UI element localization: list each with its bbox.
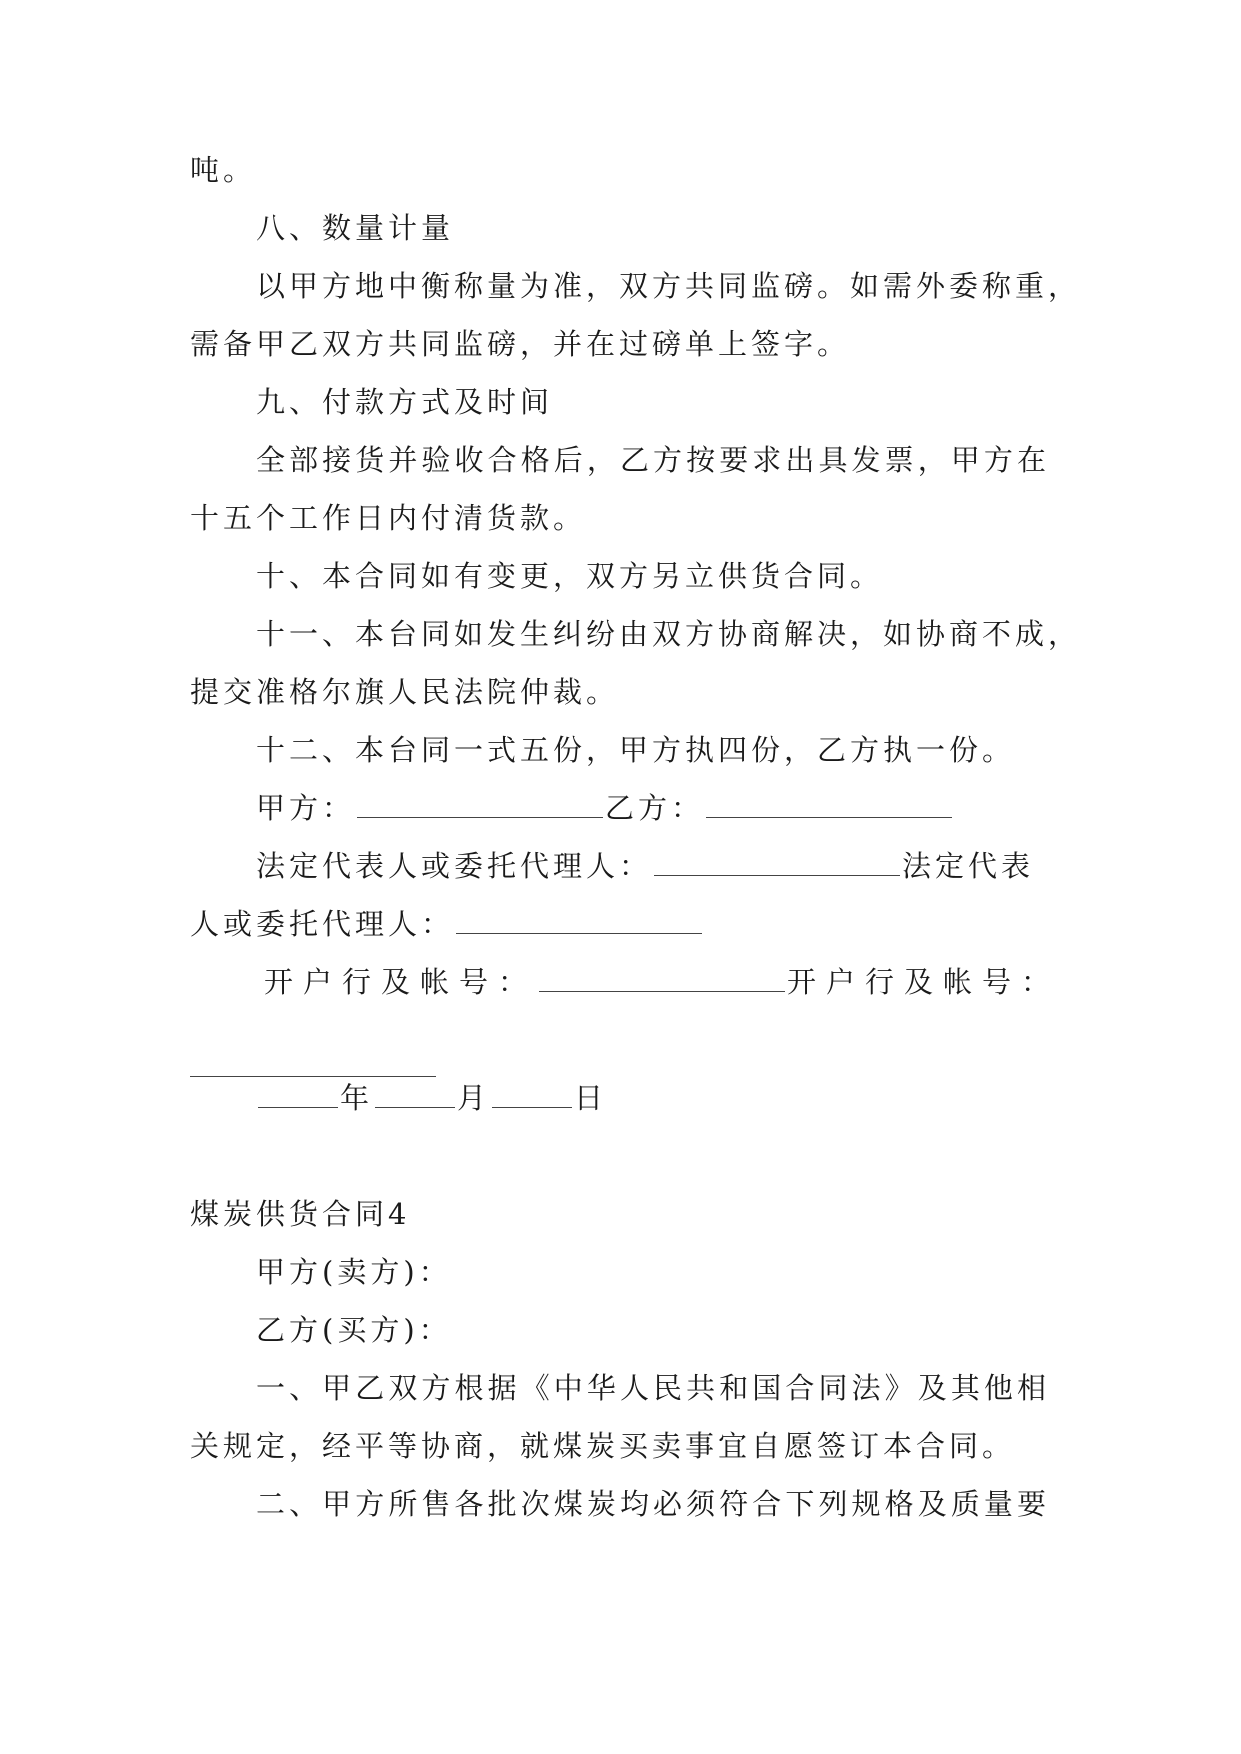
rep-a-blank: [654, 847, 900, 876]
representative-line-cont: [190, 904, 1050, 944]
text-line: 吨。: [190, 153, 257, 187]
rep-b-label-part: 法定代表: [902, 849, 1035, 883]
bank-a-label: 开户行及帐号：: [264, 965, 538, 999]
section-heading: 九、付款方式及时间: [256, 385, 554, 419]
text-line: 十五个工作日内付清货款。: [190, 501, 587, 535]
month-blank: [375, 1079, 455, 1108]
rep-b-blank: [456, 905, 702, 934]
rep-b-label-rest: 人或委托代理人：: [190, 907, 455, 941]
bank-b-blank: [190, 1076, 436, 1077]
rep-a-label: 法定代表人或委托代理人：: [256, 849, 653, 883]
text-line: 全部接货并验收合格后，乙方按要求出具发票，甲方在: [256, 443, 1050, 477]
year-blank: [258, 1079, 338, 1108]
text-line: 十一、本台同如发生纠纷由双方协商解决，如协商不成，: [256, 617, 1082, 651]
representative-line: [256, 846, 1050, 886]
text-line: 十二、本台同一式五份，甲方执四份，乙方执一份。: [256, 733, 1016, 767]
text-line: 需备甲乙双方共同监磅，并在过磅单上签字。: [190, 327, 851, 361]
text-line: 二、甲方所售各批次煤炭均必须符合下列规格及质量要: [256, 1487, 1050, 1521]
text-line: 以甲方地中衡称量为准，双方共同监磅。如需外委称重，: [256, 269, 1082, 303]
bank-a-blank: [539, 963, 785, 992]
buyer-line: 乙方(买方)：: [256, 1313, 452, 1347]
party-signature-line: [256, 788, 1050, 828]
text-line: 关规定，经平等协商，就煤炭买卖事宜自愿签订本合同。: [190, 1429, 1016, 1463]
section-heading: 八、数量计量: [256, 211, 455, 245]
party-a-blank: [357, 789, 603, 818]
party-b-blank: [706, 789, 952, 818]
day-label: 日: [574, 1081, 608, 1115]
text-line: 一、甲乙双方根据《中华人民共和国合同法》及其他相: [256, 1371, 1050, 1405]
party-a-label: 甲方：: [256, 791, 356, 825]
bank-account-line: [264, 962, 1061, 1002]
seller-line: 甲方(卖方)：: [256, 1255, 452, 1289]
year-label: 年: [340, 1081, 374, 1115]
text-line: 提交准格尔旗人民法院仲裁。: [190, 675, 620, 709]
party-b-label: 乙方：: [605, 791, 705, 825]
date-line: [256, 1078, 1050, 1118]
text-line: 十、本合同如有变更，双方另立供货合同。: [256, 559, 884, 593]
month-label: 月: [457, 1081, 491, 1115]
section-title: 煤炭供货合同4: [190, 1197, 411, 1231]
day-blank: [492, 1079, 572, 1108]
bank-b-label: 开户行及帐号：: [787, 965, 1061, 999]
